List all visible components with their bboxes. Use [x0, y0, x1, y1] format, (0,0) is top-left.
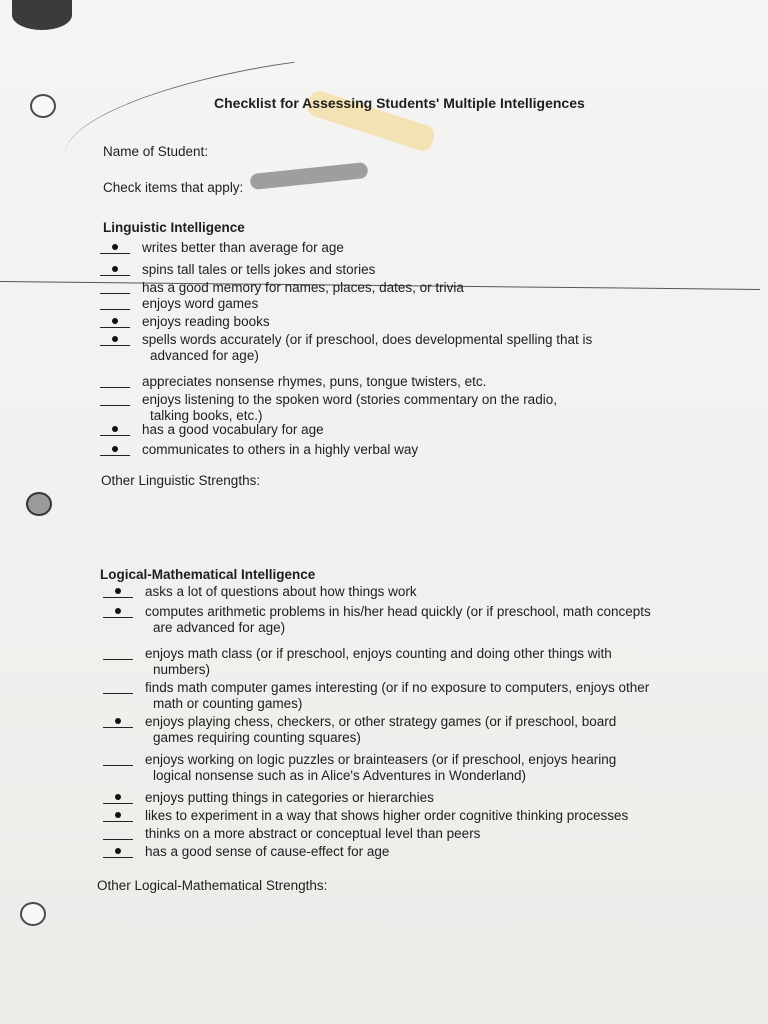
item-text-continued: advanced for age)	[150, 348, 259, 363]
check-dot-icon	[115, 794, 121, 800]
checklist-item[interactable]	[145, 604, 651, 636]
item-text: enjoys working on logic puzzles or brainteasers (or if preschool, enjoys hearing	[145, 752, 617, 767]
ink-blot	[12, 0, 72, 30]
check-dot-icon	[112, 426, 118, 432]
checklist-item[interactable]	[145, 646, 612, 678]
checkbox-blank[interactable]	[103, 839, 133, 840]
item-text: thinks on a more abstract or conceptual level than peers	[145, 826, 481, 841]
binder-hole-top	[30, 94, 56, 118]
check-dot-icon	[115, 608, 121, 614]
item-text: enjoys putting things in categories or hierarchies	[145, 790, 434, 805]
checklist-item[interactable]	[142, 332, 592, 364]
item-text: appreciates nonsense rhymes, puns, tongue twisters, etc.	[142, 374, 487, 389]
checklist-item[interactable]	[142, 240, 344, 256]
check-dot-icon	[112, 446, 118, 452]
checklist-item[interactable]	[142, 392, 557, 424]
item-text-continued: numbers)	[153, 662, 211, 677]
checkbox-blank[interactable]	[103, 765, 133, 766]
checklist-item[interactable]	[142, 374, 486, 390]
item-text-continued: logical nonsense such as in Alice's Adventures in Wonderland)	[153, 768, 527, 783]
checkbox-blank[interactable]	[103, 659, 133, 660]
checklist-item[interactable]	[142, 280, 464, 296]
item-text-continued: games requiring counting squares)	[153, 730, 361, 745]
checkbox-blank[interactable]	[103, 857, 133, 858]
checklist-item[interactable]	[145, 752, 616, 784]
checkbox-blank[interactable]	[100, 253, 130, 254]
item-text: has a good memory for names, places, dates, or trivia	[142, 280, 464, 295]
checkbox-blank[interactable]	[100, 435, 130, 436]
checkbox-blank[interactable]	[100, 293, 130, 294]
checkbox-blank[interactable]	[103, 803, 133, 804]
item-text-continued: talking books, etc.)	[150, 408, 263, 423]
check-dot-icon	[115, 812, 121, 818]
checklist-item[interactable]	[145, 714, 616, 746]
linguistic-heading: Linguistic Intelligence	[103, 220, 245, 235]
item-text: enjoys playing chess, checkers, or other strategy games (or if preschool, board	[145, 714, 617, 729]
check-dot-icon	[112, 336, 118, 342]
student-name-label: Name of Student:	[103, 144, 209, 159]
item-text: computes arithmetic problems in his/her head quickly (or if preschool, math concepts	[145, 604, 651, 619]
checklist-item[interactable]	[142, 296, 258, 312]
checklist-item[interactable]	[142, 442, 418, 458]
page-title: Checklist for Assessing Students' Multiple Intelligences	[214, 95, 585, 111]
checkbox-blank[interactable]	[103, 727, 133, 728]
checklist-item[interactable]	[145, 826, 480, 842]
check-dot-icon	[115, 718, 121, 724]
binder-hole-middle	[26, 492, 52, 516]
checklist-item[interactable]	[142, 314, 270, 330]
checklist-item[interactable]	[145, 584, 417, 600]
check-dot-icon	[115, 848, 121, 854]
checklist-item[interactable]	[142, 262, 375, 278]
checkbox-blank[interactable]	[100, 309, 130, 310]
checklist-item[interactable]	[145, 790, 434, 806]
check-dot-icon	[112, 244, 118, 250]
item-text: communicates to others in a highly verbal way	[142, 442, 419, 457]
logical-other-label: Other Logical-Mathematical Strengths:	[97, 878, 328, 893]
checkbox-blank[interactable]	[100, 275, 130, 276]
item-text: enjoys math class (or if preschool, enjoys counting and doing other things with	[145, 646, 612, 661]
item-text: asks a lot of questions about how things work	[145, 584, 417, 599]
item-text-continued: math or counting games)	[153, 696, 303, 711]
check-dot-icon	[112, 266, 118, 272]
item-text: spins tall tales or tells jokes and stories	[142, 262, 376, 277]
instructions-text: Check items that apply:	[103, 180, 244, 195]
item-text: writes better than average for age	[142, 240, 344, 255]
item-text-continued: are advanced for age)	[153, 620, 286, 635]
binder-hole-bottom	[20, 902, 46, 926]
logical-heading: Logical-Mathematical Intelligence	[100, 567, 316, 582]
item-text: has a good vocabulary for age	[142, 422, 324, 437]
item-text: enjoys listening to the spoken word (stories commentary on the radio,	[142, 392, 557, 407]
checklist-item[interactable]	[145, 808, 628, 824]
item-text: finds math computer games interesting (or if no exposure to computers, enjoys other	[145, 680, 650, 695]
linguistic-other-label: Other Linguistic Strengths:	[101, 473, 261, 488]
checklist-item[interactable]	[145, 680, 649, 712]
checklist-item[interactable]	[145, 844, 389, 860]
checkbox-blank[interactable]	[103, 821, 133, 822]
checkbox-blank[interactable]	[100, 345, 130, 346]
checkbox-blank[interactable]	[100, 405, 130, 406]
checkbox-blank[interactable]	[100, 327, 130, 328]
item-text: enjoys word games	[142, 296, 259, 311]
item-text: has a good sense of cause-effect for age	[145, 844, 390, 859]
checkbox-blank[interactable]	[100, 387, 130, 388]
checkbox-blank[interactable]	[103, 617, 133, 618]
checkbox-blank[interactable]	[100, 455, 130, 456]
checkbox-blank[interactable]	[103, 597, 133, 598]
check-dot-icon	[112, 318, 118, 324]
checklist-item[interactable]	[142, 422, 324, 438]
check-dot-icon	[115, 588, 121, 594]
item-text: enjoys reading books	[142, 314, 270, 329]
checkbox-blank[interactable]	[103, 693, 133, 694]
item-text: spells words accurately (or if preschool, does developmental spelling that is	[142, 332, 593, 347]
item-text: likes to experiment in a way that shows higher order cognitive thinking processes	[145, 808, 629, 823]
